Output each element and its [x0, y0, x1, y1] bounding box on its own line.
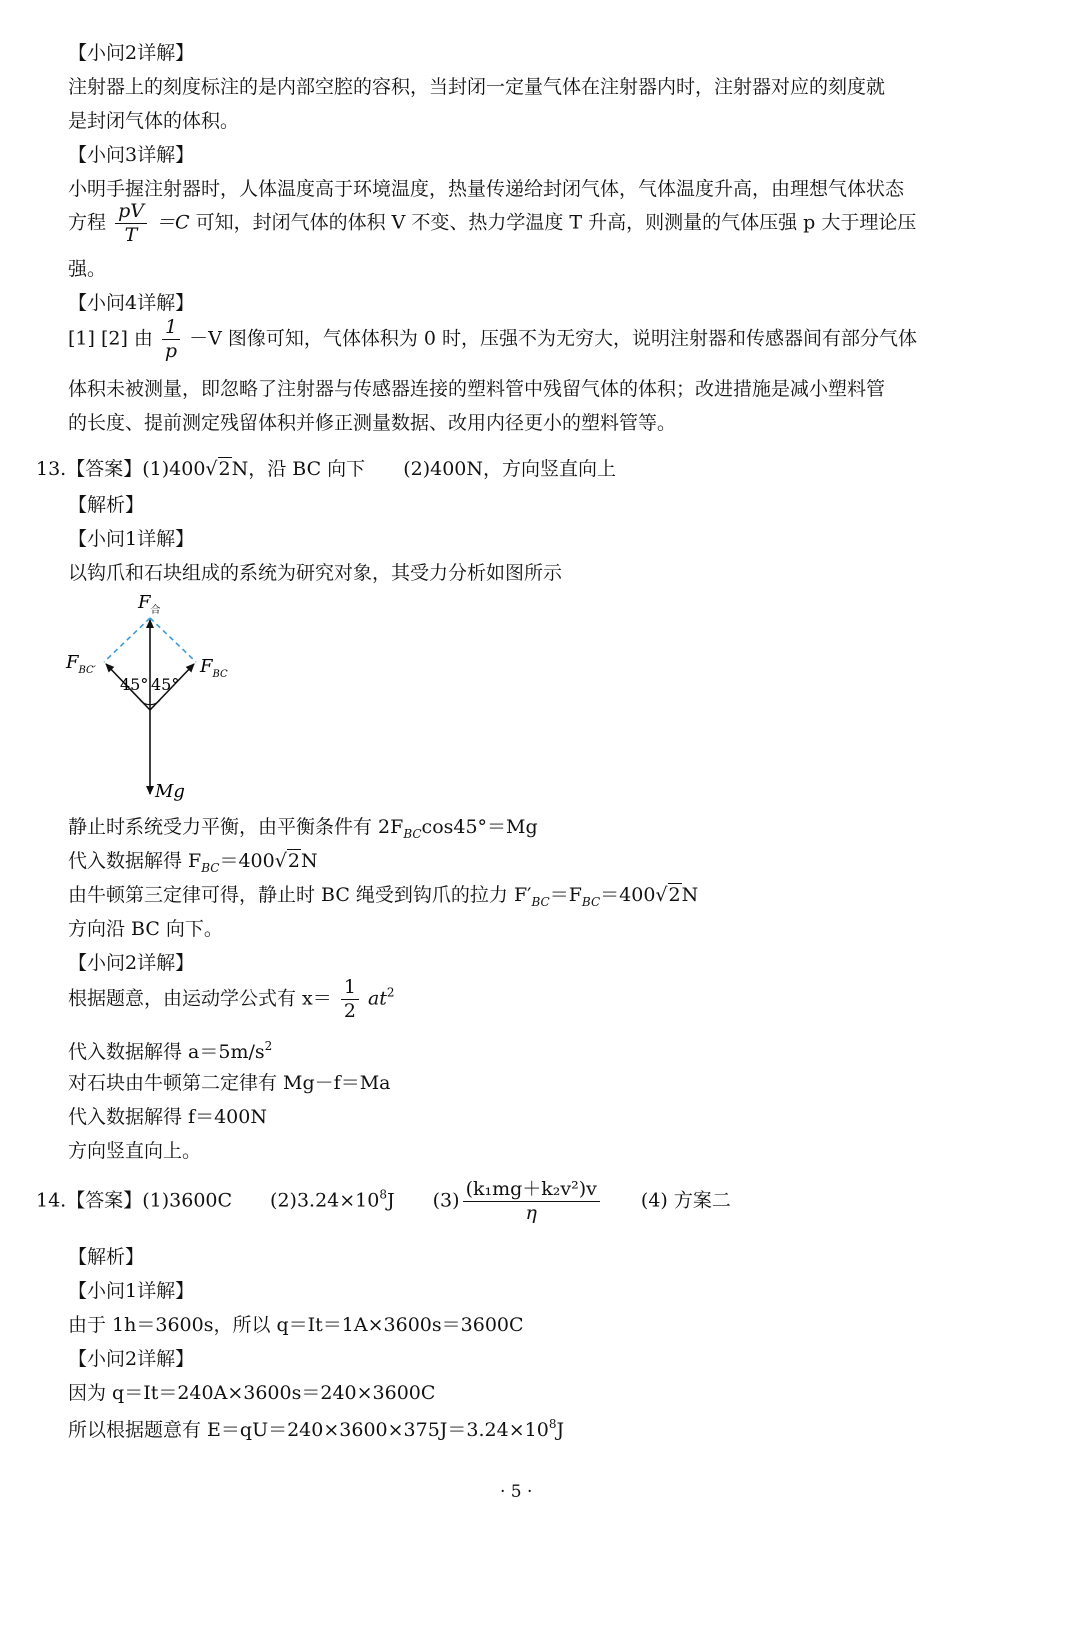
equation-line: 方程 $\frac{pV}{T}$ ＝C 可知，封闭气体的体积 V 不变、热力学温度 T 升高，则测量的气体压强 p 大于理论压 — [68, 200, 917, 246]
analysis-tag: 【解析】 — [68, 494, 145, 516]
subq2-heading: 【小问2详解】 — [68, 42, 195, 64]
paragraph-line: 的长度、提前测定残留体积并修正测量数据、改用内径更小的塑料管等。 — [68, 412, 677, 434]
sqrt-symbol: √2 — [655, 884, 681, 906]
label-f-bc: $F_{BC}$ — [200, 656, 228, 680]
equation-line: 静止时系统受力平衡，由平衡条件有 $2F_{BC}\cos 45^\circ=Mg$ — [68, 816, 538, 841]
q14-answer-line: 14.【答案】(1)3600C $(2)3.24\times 10^8J$ (3) $\frac{\text{(k₁mg＋k₂v²)v}}{\eta}$ (4) 方案二 — [36, 1178, 731, 1224]
q13-answer-line: 13.【答案】(1)400√2N，沿 BC 向下 (2)400N，方向竖直向上 — [36, 458, 616, 480]
subq2-heading: 【小问2详解】 — [68, 1348, 195, 1370]
paragraph-line: 以钩爪和石块组成的系统为研究对象，其受力分析如图所示 — [68, 562, 563, 584]
fraction-1-over-p: $\frac{1}{p}$ — [162, 318, 180, 361]
label-angle-right: 45° — [151, 675, 180, 694]
equation-line: 所以根据题意有 $E=qU=240\times 3600\times 375J=3.24\times 10^8J$ — [68, 1417, 565, 1441]
dashed-line-left — [104, 618, 150, 662]
analysis-tag: 【解析】 — [68, 1246, 145, 1268]
paragraph-line: 方向沿 BC 向下。 — [68, 918, 223, 940]
sqrt-symbol: √2 — [274, 850, 300, 872]
label-angle-left: 45° — [120, 675, 149, 694]
fraction-pv-over-t: $\frac{pV}{T}$ — [115, 202, 147, 245]
paragraph-line: 小明手握注射器时，人体温度高于环境温度，热量传递给封闭气体，气体温度升高，由理想气体状态 — [68, 178, 905, 200]
label-f-resultant: $F_合$ — [138, 592, 161, 616]
paragraph-line: 注射器上的刻度标注的是内部空腔的容积，当封闭一定量气体在注射器内时，注射器对应的刻度就 — [68, 76, 886, 98]
sqrt-symbol: √2 — [205, 458, 231, 480]
equation-line: 代入数据解得 $a=5m/s^2$ — [68, 1039, 273, 1063]
paragraph-line: 对石块由牛顿第二定律有 Mg－f＝Ma — [68, 1072, 391, 1094]
force-diagram — [60, 590, 280, 810]
paragraph-line: 强。 — [68, 258, 107, 280]
paragraph-line: 是封闭气体的体积。 — [68, 110, 240, 132]
label-mg: Mg — [155, 781, 185, 802]
paragraph-line: 体积未被测量，即忽略了注射器与传感器连接的塑料管中残留气体的体积；改进措施是减小塑料管 — [68, 378, 886, 400]
page-number: · 5 · — [500, 1482, 533, 1502]
subq1-heading: 【小问1详解】 — [68, 1280, 195, 1302]
fraction-half: $\frac{1}{2}$ — [341, 978, 359, 1021]
subq3-heading: 【小问3详解】 — [68, 144, 195, 166]
label-f-bc-prime: $F_{BC'}$ — [66, 652, 96, 676]
subq2-heading: 【小问2详解】 — [68, 952, 195, 974]
subq1-heading: 【小问1详解】 — [68, 528, 195, 550]
paragraph-line: 由于 1h＝3600s，所以 q＝It＝1A×3600s＝3600C — [68, 1314, 524, 1336]
equation-line: 由牛顿第三定律可得，静止时 BC 绳受到钩爪的拉力 $F'_{BC}=F_{BC}=400√2N$ — [68, 884, 699, 909]
fraction-power: $\frac{\text{(k₁mg＋k₂v²)v}}{\eta}$ — [463, 1180, 600, 1223]
paragraph-line: 因为 q＝It＝240A×3600s＝240×3600C — [68, 1382, 436, 1404]
equation-line: 根据题意，由运动学公式有 x＝ $\frac{1}{2}$ $at^2$ — [68, 976, 395, 1022]
paragraph-line: 代入数据解得 f＝400N — [68, 1106, 267, 1128]
dashed-line-right — [150, 618, 196, 662]
equation-line: [1] [2] 由 $\frac{1}{p}$ －V 图像可知，气体体积为 0 时，压强不为无穷大，说明注射器和传感器间有部分气体 — [68, 316, 918, 362]
paragraph-line: 方向竖直向上。 — [68, 1140, 202, 1162]
subq4-heading: 【小问4详解】 — [68, 292, 195, 314]
equation-line: 代入数据解得 $F_{BC}=400√2N$ — [68, 850, 318, 875]
